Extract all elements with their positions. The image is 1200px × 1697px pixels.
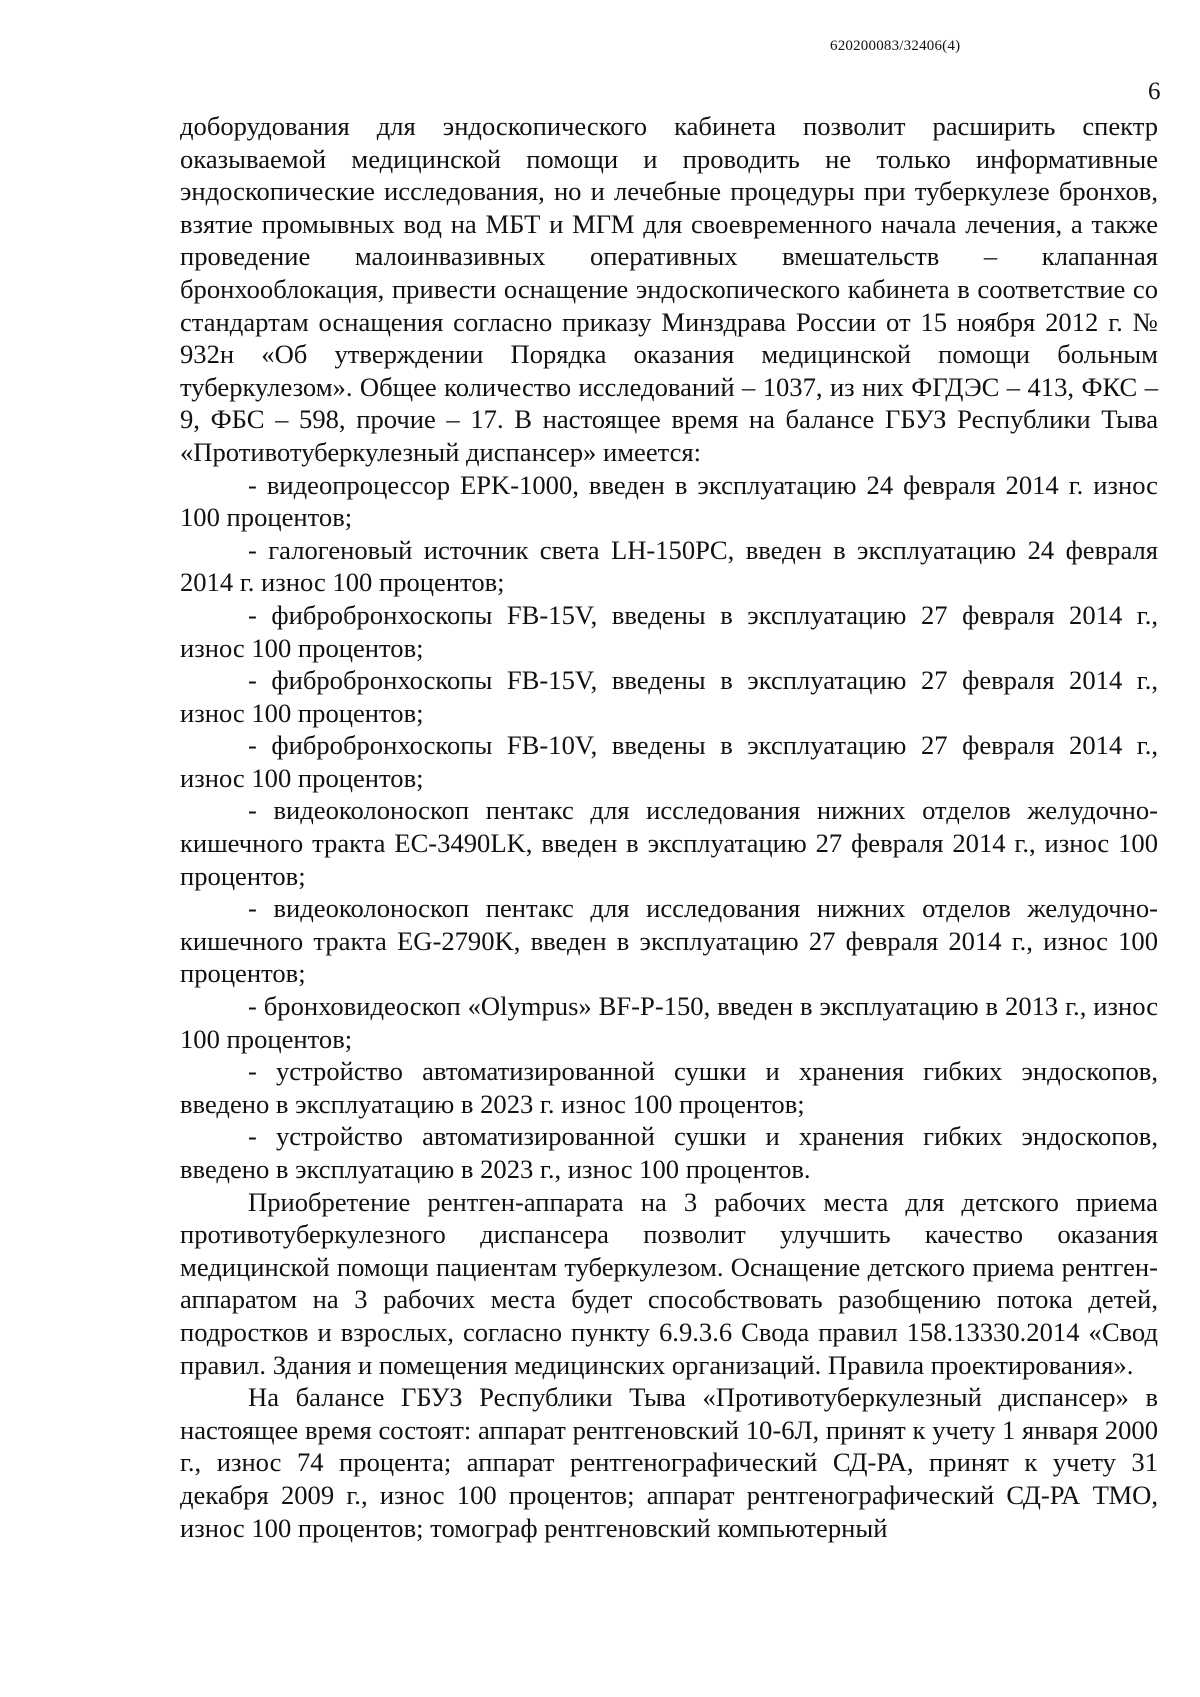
equipment-item: - фибробронхоскопы FB-15V, введены в эксплуатацию 27 февраля 2014 г., износ 100 процентов; xyxy=(180,665,1158,728)
equipment-item: - видеоколоноскоп пентакс для исследования нижних отделов желудочно-кишечного тракта EG-2790K, введен в эксплуатацию 27 февраля 2014 г., износ 100 процентов; xyxy=(180,893,1158,989)
equipment-item: - фибробронхоскопы FB-10V, введены в эксплуатацию 27 февраля 2014 г., износ 100 процентов; xyxy=(180,730,1158,793)
balance-paragraph: На балансе ГБУЗ Республики Тыва «Противотуберкулезный диспансер» в настоящее время состоят: аппарат рентгеновский 10-6Л, принят к учету 1 января 2000 г., износ 74 процента; аппарат рентгенографический СД-РА, принят к учету 31 декабря 2009 г., износ 100 процентов; аппарат рентгенографический СД-РА ТМО, износ 100 процентов; томограф рентгеновский компьютерный xyxy=(180,1382,1158,1543)
document-body xyxy=(180,110,1158,1544)
document-id: 620200083/32406(4) xyxy=(830,38,961,54)
equipment-item: - видеоколоноскоп пентакс для исследования нижних отделов желудочно-кишечного тракта EC-3490LK, введен в эксплуатацию 27 февраля 2014 г., износ 100 процентов; xyxy=(180,795,1158,891)
equipment-item: - видеопроцессор EPK-1000, введен в эксплуатацию 24 февраля 2014 г. износ 100 процентов; xyxy=(180,469,1158,533)
equipment-list xyxy=(180,469,1158,1186)
intro-paragraph: доборудования для эндоскопического кабинета позволит расширить спектр оказываемой медицинской помощи и проводить не только информативные эндоскопические исследования, но и лечебные процедуры при туберкулезе бронхов, взятие промывных вод на МБТ и МГМ для своевременного начала лечения, а также проведение малоинвазивных оперативных вмешательств – клапанная бронхооблокация, привести оснащение эндоскопического кабинета в соответствие со стандартам оснащения согласно приказу Минздрава России от 15 ноября 2012 г. № 932н «Об утверждении Порядка оказания медицинской помощи больным туберкулезом». Общее количество исследований – 1037, из них ФГДЭС – 413, ФКС – 9, ФБС – 598, прочие – 17. В настоящее время на балансе ГБУЗ Республики Тыва «Противотуберкулезный диспансер» имеется: xyxy=(180,111,1158,467)
equipment-item: - фибробронхоскопы FB-15V, введены в эксплуатацию 27 февраля 2014 г., износ 100 процентов; xyxy=(180,599,1158,663)
equipment-item: - бронховидеоскоп «Olympus» BF-P-150, введен в эксплуатацию в 2013 г., износ 100 процентов; xyxy=(180,991,1158,1054)
equipment-item: - галогеновый источник света LH-150PC, введен в эксплуатацию 24 февраля 2014 г. износ 100 процентов; xyxy=(180,534,1158,598)
equipment-item: - устройство автоматизированной сушки и хранения гибких эндоскопов, введено в эксплуатацию в 2023 г., износ 100 процентов. xyxy=(180,1121,1158,1184)
page-number: 6 xyxy=(1148,78,1161,105)
xray-paragraph: Приобретение рентген-аппарата на 3 рабочих места для детского приема противотуберкулезного диспансера позволит улучшить качество оказания медицинской помощи пациентам туберкулезом. Оснащение детского приема рентген-аппаратом на 3 рабочих места будет способствовать разобщению потока детей, подростков и взрослых, согласно пункту 6.9.3.6 Свода правил 158.13330.2014 «Свод правил. Здания и помещения медицинских организаций. Правила проектирования». xyxy=(180,1186,1158,1380)
equipment-item: - устройство автоматизированной сушки и хранения гибких эндоскопов, введено в эксплуатацию в 2023 г. износ 100 процентов; xyxy=(180,1056,1158,1119)
